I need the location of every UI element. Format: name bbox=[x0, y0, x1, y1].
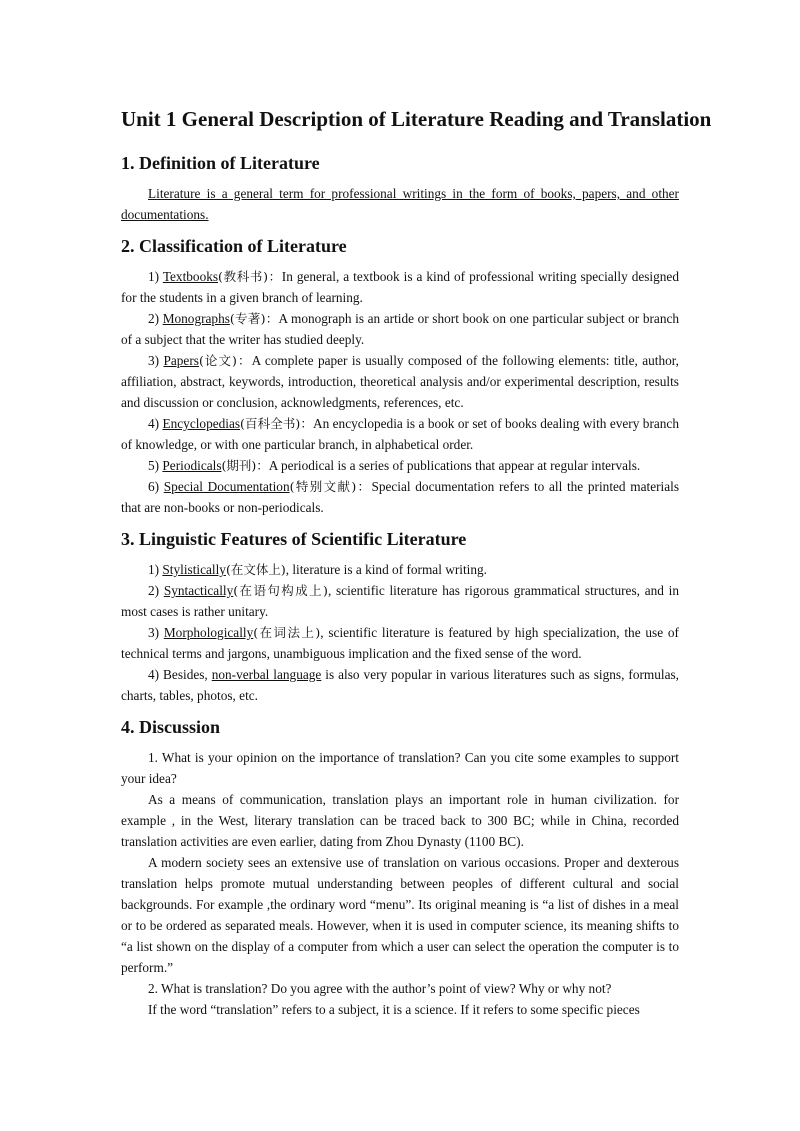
section-heading: 2. Classification of Literature bbox=[121, 236, 347, 256]
list-item bbox=[121, 664, 679, 706]
item-number: 3) bbox=[148, 353, 164, 368]
item-chinese: (在词法上) bbox=[253, 625, 321, 640]
item-term: Papers bbox=[163, 353, 199, 368]
item-chinese: (在文体上) bbox=[225, 562, 286, 577]
item-text: A periodical is a series of publications that appear at regular intervals. bbox=[268, 458, 641, 473]
item-term: non-verbal language bbox=[211, 667, 322, 682]
item-term: Stylistically bbox=[162, 562, 226, 577]
item-chinese: (百科全书)： bbox=[240, 416, 313, 431]
item-number: 4) bbox=[148, 416, 163, 431]
item-number: 2) bbox=[148, 583, 164, 598]
item-number: 1) bbox=[148, 269, 163, 284]
item-chinese: (特别文献)： bbox=[289, 479, 372, 494]
list-item bbox=[121, 350, 679, 413]
document-title: Unit 1 General Description of Literature Reading and Translation bbox=[121, 107, 712, 131]
list-item bbox=[121, 622, 679, 664]
list-item bbox=[121, 559, 679, 580]
section-discussion bbox=[121, 715, 679, 1020]
question-paragraph: 2. What is translation? Do you agree with the author’s point of view? Why or why not? bbox=[148, 981, 612, 996]
section-heading: 3. Linguistic Features of Scientific Literature bbox=[121, 529, 467, 549]
answer-paragraph: As a means of communication, translation plays an important role in human civilization. for example , in the West, literary translation can be traced back to 300 BC; while in China, recorded translation activities are even earlier, dating from Zhou Dynasty (1100 BC). bbox=[121, 792, 679, 849]
item-text: is also very popular in various literatures such as signs, formulas, charts, tables, photos, etc. bbox=[121, 667, 679, 703]
section-heading: 1. Definition of Literature bbox=[121, 153, 320, 173]
item-term: Periodicals bbox=[162, 458, 222, 473]
item-chinese: (专著)： bbox=[229, 311, 279, 326]
section-classification bbox=[121, 234, 679, 518]
item-text: 4) Besides, bbox=[148, 667, 212, 682]
item-term: Syntactically bbox=[163, 583, 234, 598]
item-number: 6) bbox=[148, 479, 164, 494]
list-item bbox=[121, 476, 679, 518]
item-text: A complete paper is usually composed of the following elements: title, author, affiliation, abstract, keywords, introduction, theoretical analysis and/or experimental description, results and discussion or conclusion, acknowledgments, references, etc. bbox=[121, 353, 679, 410]
item-text: , scientific literature has rigorous grammatical structures, and in most cases is rather unitary. bbox=[121, 583, 679, 619]
item-text: In general, a textbook is a kind of professional writing specially designed for the students in a given branch of learning. bbox=[121, 269, 679, 305]
answer-paragraph: A modern society sees an extensive use of translation on various occasions. Proper and dexterous translation helps promote mutual understanding between peoples of different cultural and social backgrounds. For example ,the ordinary word “menu”. Its original meaning is “a list of dishes in a meal or to be ordered as separated meals. However, when it is used in computer science, its meaning shifts to “a list shown on the display of a computer from which a user can select the operation the computer is to perform.” bbox=[121, 855, 679, 975]
item-term: Monographs bbox=[162, 311, 230, 326]
section-linguistic-features bbox=[121, 527, 679, 706]
item-number: 5) bbox=[148, 458, 163, 473]
item-term: Special Documentation bbox=[163, 479, 290, 494]
underlined-definition: Literature is a general term for professional writings in the form of books, papers, and other documentations. bbox=[121, 186, 679, 222]
list-item bbox=[121, 455, 679, 476]
item-number: 1) bbox=[148, 562, 163, 577]
answer-paragraph: If the word “translation” refers to a subject, it is a science. If it refers to some specific pieces bbox=[148, 1002, 640, 1017]
list-item bbox=[121, 580, 679, 622]
item-term: Encyclopedias bbox=[162, 416, 241, 431]
item-text: Special documentation refers to all the printed materials that are non-books or non-periodicals. bbox=[121, 479, 679, 515]
item-number: 2) bbox=[148, 311, 163, 326]
item-term: Morphologically bbox=[163, 625, 254, 640]
section-heading: 4. Discussion bbox=[121, 717, 221, 737]
item-chinese: (期刊)： bbox=[221, 458, 269, 473]
item-chinese: (在语句构成上) bbox=[233, 583, 328, 598]
item-term: Textbooks bbox=[162, 269, 219, 284]
list-item bbox=[121, 308, 679, 350]
item-chinese: (论文)： bbox=[198, 353, 252, 368]
question-paragraph: 1. What is your opinion on the importance of translation? Can you cite some examples to support your idea? bbox=[121, 750, 679, 786]
item-chinese: (教科书)： bbox=[218, 269, 282, 284]
item-number: 3) bbox=[148, 625, 164, 640]
list-item bbox=[121, 413, 679, 455]
section-definition bbox=[121, 151, 679, 225]
item-text: An encyclopedia is a book or set of books dealing with every branch of knowledge, or with one particular branch, in alphabetical order. bbox=[121, 416, 679, 452]
paragraph bbox=[121, 183, 679, 225]
item-text: A monograph is an artide or short book on one particular subject or branch of a subject that the writer has studied deeply. bbox=[121, 311, 680, 347]
item-text: , scientific literature is featured by high specialization, the use of technical terms and jargons, unambiguous implication and the fixed sense of the word. bbox=[121, 625, 679, 661]
item-text: , literature is a kind of formal writing. bbox=[285, 562, 487, 577]
list-item bbox=[121, 266, 679, 308]
